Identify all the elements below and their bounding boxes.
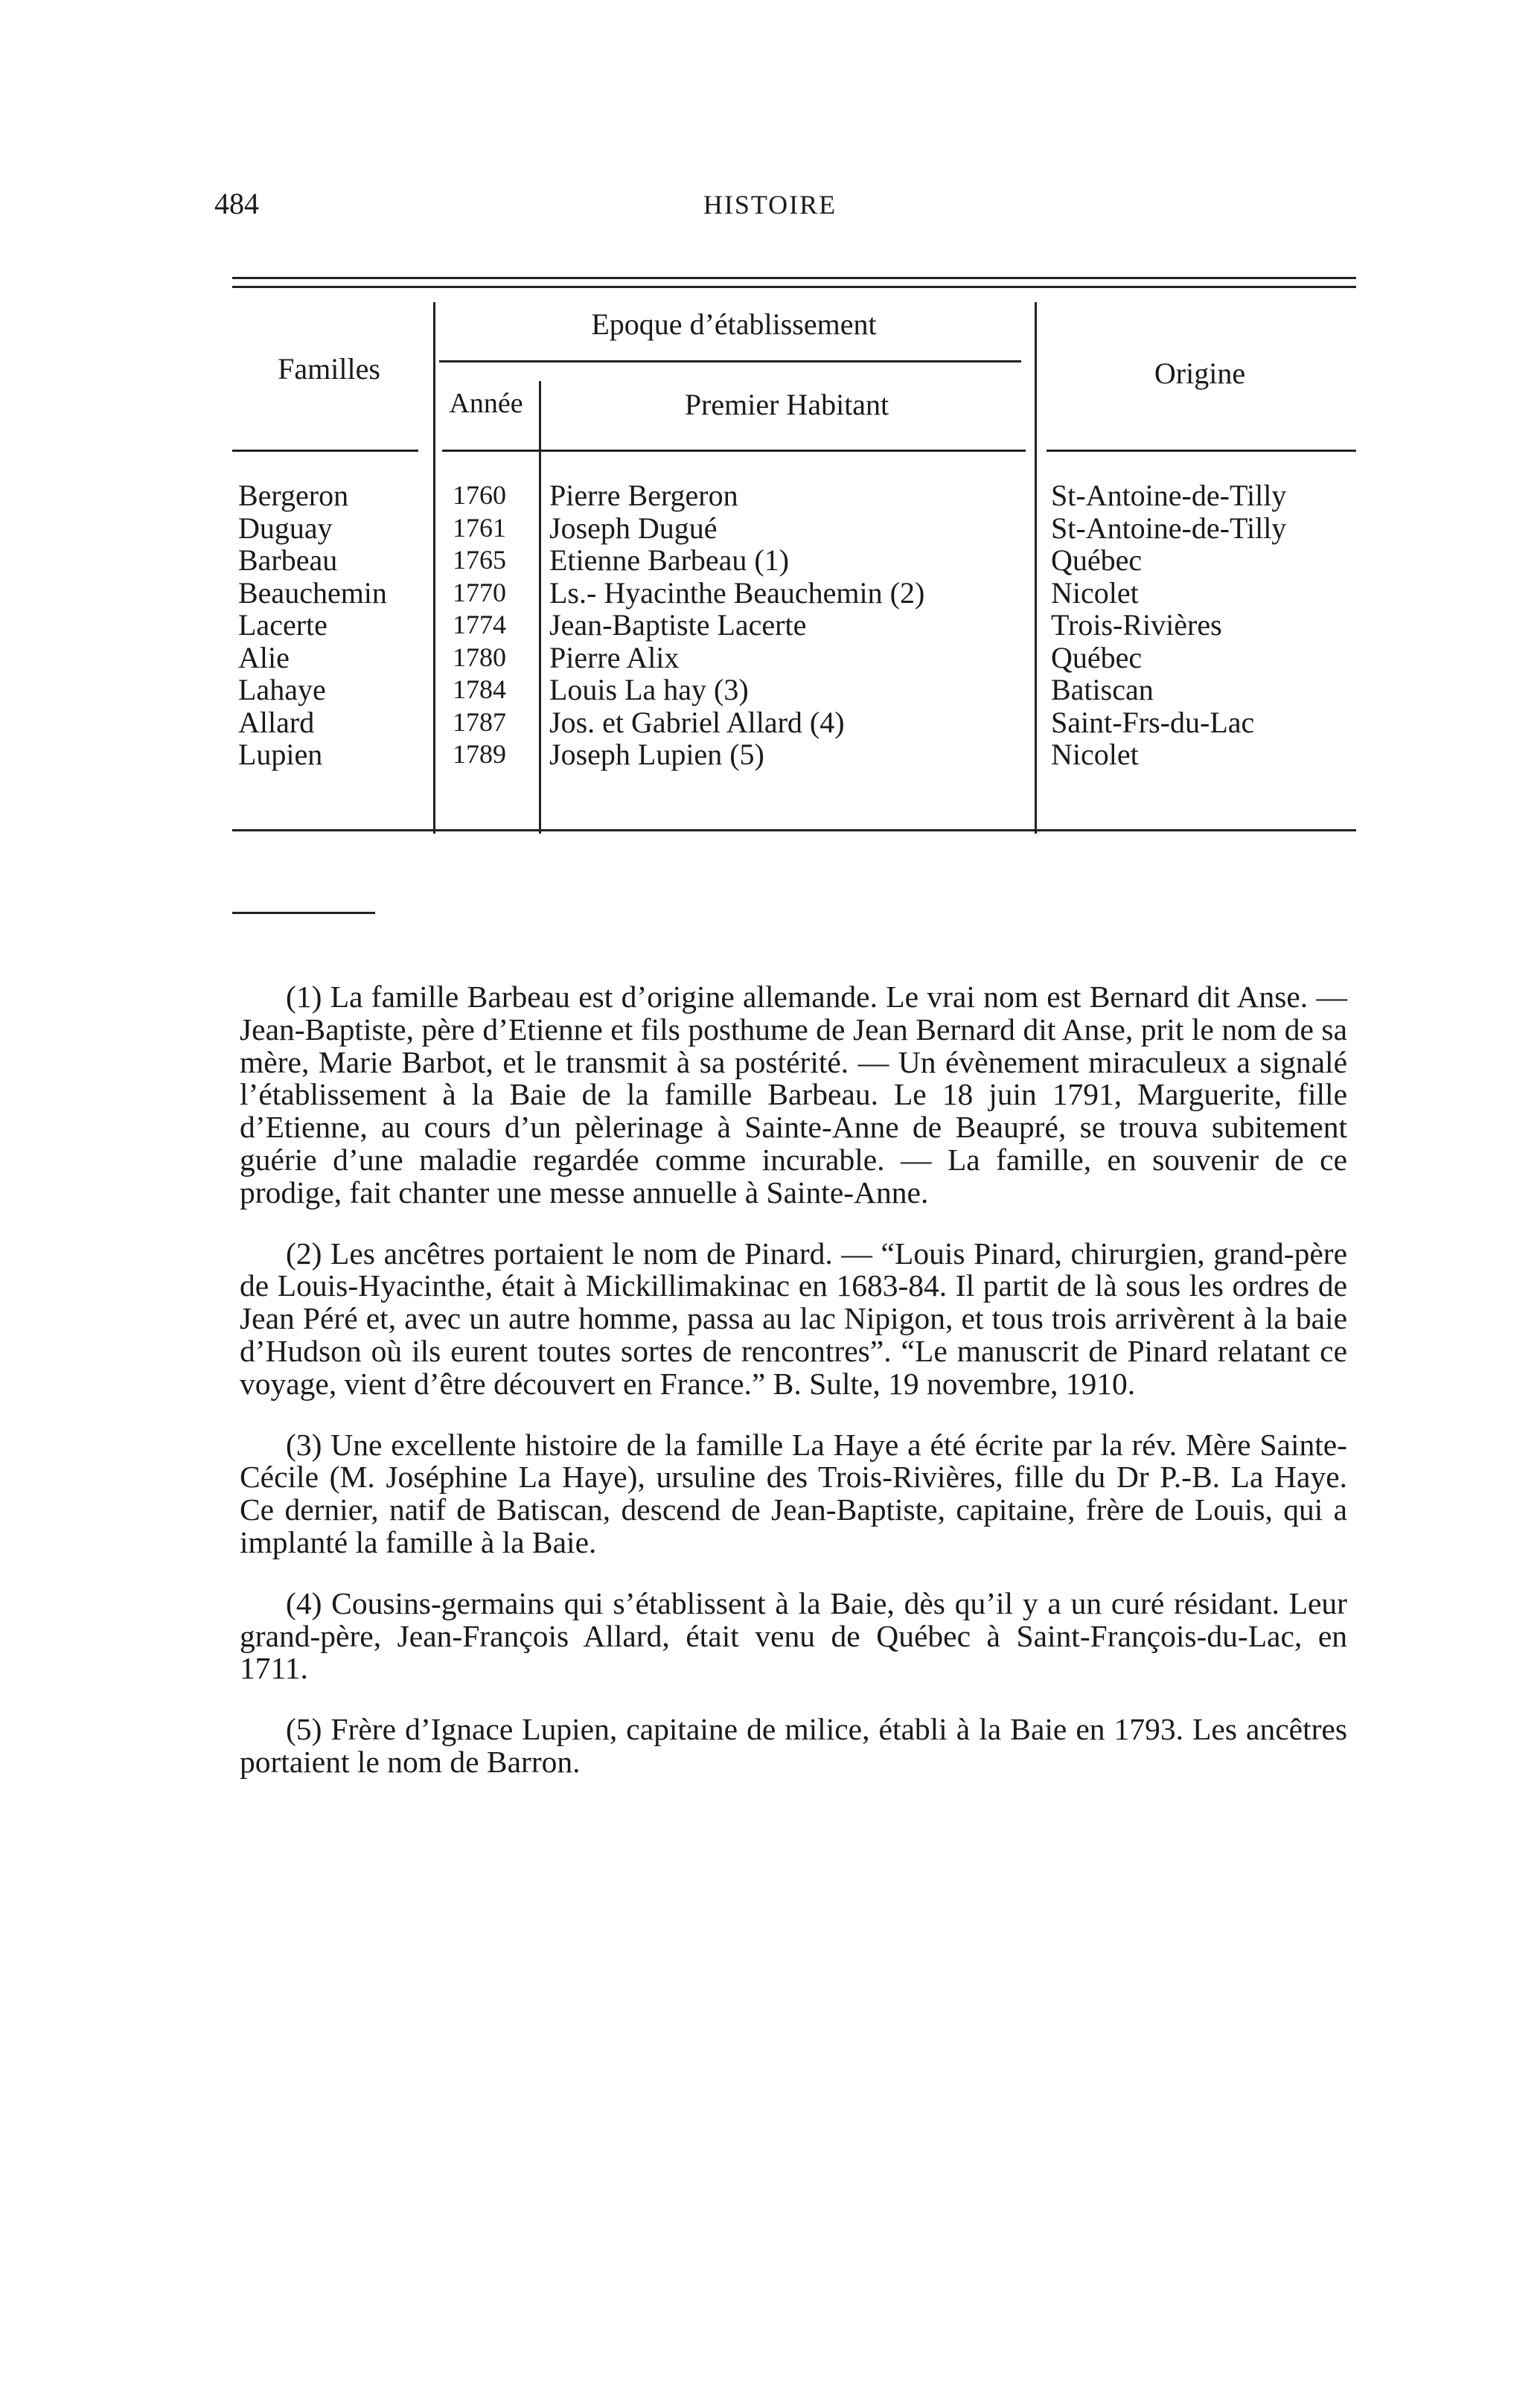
family-name: Bergeron <box>238 479 349 512</box>
origin: Québec <box>1051 543 1143 577</box>
year: 1765 <box>453 545 506 575</box>
first-settler: Ls.- Hyacinthe Beauchemin (2) <box>549 575 925 610</box>
family-name: Lacerte <box>238 608 328 642</box>
year: 1787 <box>453 706 506 737</box>
family-name: Alie <box>238 640 290 674</box>
first-settler: Jos. et Gabriel Allard (4) <box>549 705 845 739</box>
epoque-rule <box>439 360 1021 362</box>
column-divider <box>1035 302 1037 834</box>
footnote-5: (5) Frère d’Ignace Lupien, capitaine de milice, établi à la Baie en 1793. Les ancêtres portaient le nom de Barron. <box>240 1712 1347 1779</box>
family-name: Duguay <box>238 511 333 545</box>
footnote-1: (1) La famille Barbeau est d’origine allemande. Le vrai nom est Bernard dit Anse. — Jean-Baptiste, père d’Etienne et fils posthume de Jean Bernard dit Anse, prit le nom de sa mère, Marie Barbot, et le transmit à sa postérité. — Un évènement miraculeux a signalé l’établissement à la Baie de la famille Barbeau. Le 18 juin 1791, Marguerite, fille d’Etienne, au cours d’un pèlerinage à Sainte-Anne de Beaupré, se trouva subitement guérie d’une maladie regardée comme incurable. — La famille, en souvenir de ce prodige, fait chanter une messe annuelle à Sainte-Anne. <box>240 980 1347 1210</box>
footnote-3: (3) Une excellente histoire de la famille La Haye a été écrite par la rév. Mère Sainte-Cécile (M. Joséphine La Haye), ursuline des Trois-Rivières, fille du Dr P.-B. La Haye. Ce dernier, natif de Batiscan, descend de Jean-Baptiste, capitaine, frère de Louis, qui a implanté la famille à la Baie. <box>240 1427 1347 1559</box>
family-name: Lupien <box>238 738 323 771</box>
column-divider <box>433 302 435 834</box>
column-premier-habitant <box>549 479 924 771</box>
family-name: Allard <box>238 705 315 739</box>
year: 1770 <box>453 577 506 607</box>
year: 1761 <box>453 512 506 543</box>
page-number: 484 <box>214 187 259 220</box>
header-rule <box>232 450 418 452</box>
year: 1789 <box>453 739 506 769</box>
origin: Saint-Frs-du-Lac <box>1051 705 1255 739</box>
origin: Nicolet <box>1051 575 1139 610</box>
column-familles <box>238 479 387 771</box>
year: 1760 <box>453 480 506 510</box>
column-origine <box>1051 479 1286 771</box>
origin: Batiscan <box>1051 673 1154 706</box>
year: 1780 <box>453 642 506 672</box>
origin: St-Antoine-de-Tilly <box>1051 511 1287 545</box>
header-premier-habitant: Premier Habitant <box>684 388 889 421</box>
header-familles: Familles <box>278 352 380 386</box>
header-epoque: Epoque d’établissement <box>591 307 877 341</box>
origin: Trois-Rivières <box>1051 608 1222 642</box>
family-name: Barbeau <box>238 543 338 577</box>
year: 1774 <box>453 610 506 639</box>
header-annee: Année <box>449 388 523 419</box>
header-rule <box>1047 450 1356 452</box>
family-name: Beauchemin <box>238 575 387 610</box>
first-settler: Pierre Alix <box>549 640 680 674</box>
header-rule <box>442 450 1026 452</box>
first-settler: Etienne Barbeau (1) <box>549 543 790 577</box>
table-top-rule-2 <box>232 286 1356 288</box>
table-top-rule <box>232 277 1356 279</box>
first-settler: Louis La hay (3) <box>549 673 749 706</box>
year: 1784 <box>453 674 506 704</box>
column-annee <box>453 479 506 771</box>
footnote-4: (4) Cousins-germains qui s’établissent à la Baie, dès qu’il y a un curé résidant. Leur grand-père, Jean-François Allard, était venu de Québec à Saint-François-du-Lac, en 1711. <box>240 1585 1347 1686</box>
origin: Québec <box>1051 640 1143 674</box>
origin: St-Antoine-de-Tilly <box>1051 479 1287 512</box>
header-origine: Origine <box>1154 357 1246 390</box>
families-table <box>232 277 1356 843</box>
footnote-2: (2) Les ancêtres portaient le nom de Pinard. — “Louis Pinard, chirurgien, grand-père de Louis-Hyacinthe, était à Mickillimakinac en 1683-84. Il partit de là sous les ordres de Jean Péré et, avec un autre homme, passa au lac Nipigon, et tous trois arrivèrent à la baie d’Hudson où ils eurent toutes sortes de rencontres”. “Le manuscrit de Pinard relatant ce voyage, vient d’être découvert en France.” B. Sulte, 19 novembre, 1910. <box>240 1236 1347 1401</box>
first-settler: Joseph Dugué <box>549 511 718 545</box>
running-title: HISTOIRE <box>703 190 837 220</box>
page-header <box>0 186 1540 231</box>
first-settler: Pierre Bergeron <box>549 479 738 512</box>
first-settler: Jean-Baptiste Lacerte <box>549 608 807 642</box>
table-bottom-rule <box>232 829 1356 831</box>
origin: Nicolet <box>1051 738 1139 771</box>
first-settler: Joseph Lupien (5) <box>549 738 764 771</box>
family-name: Lahaye <box>238 673 326 706</box>
footnote-separator <box>232 912 375 914</box>
footnotes <box>240 981 1347 1807</box>
